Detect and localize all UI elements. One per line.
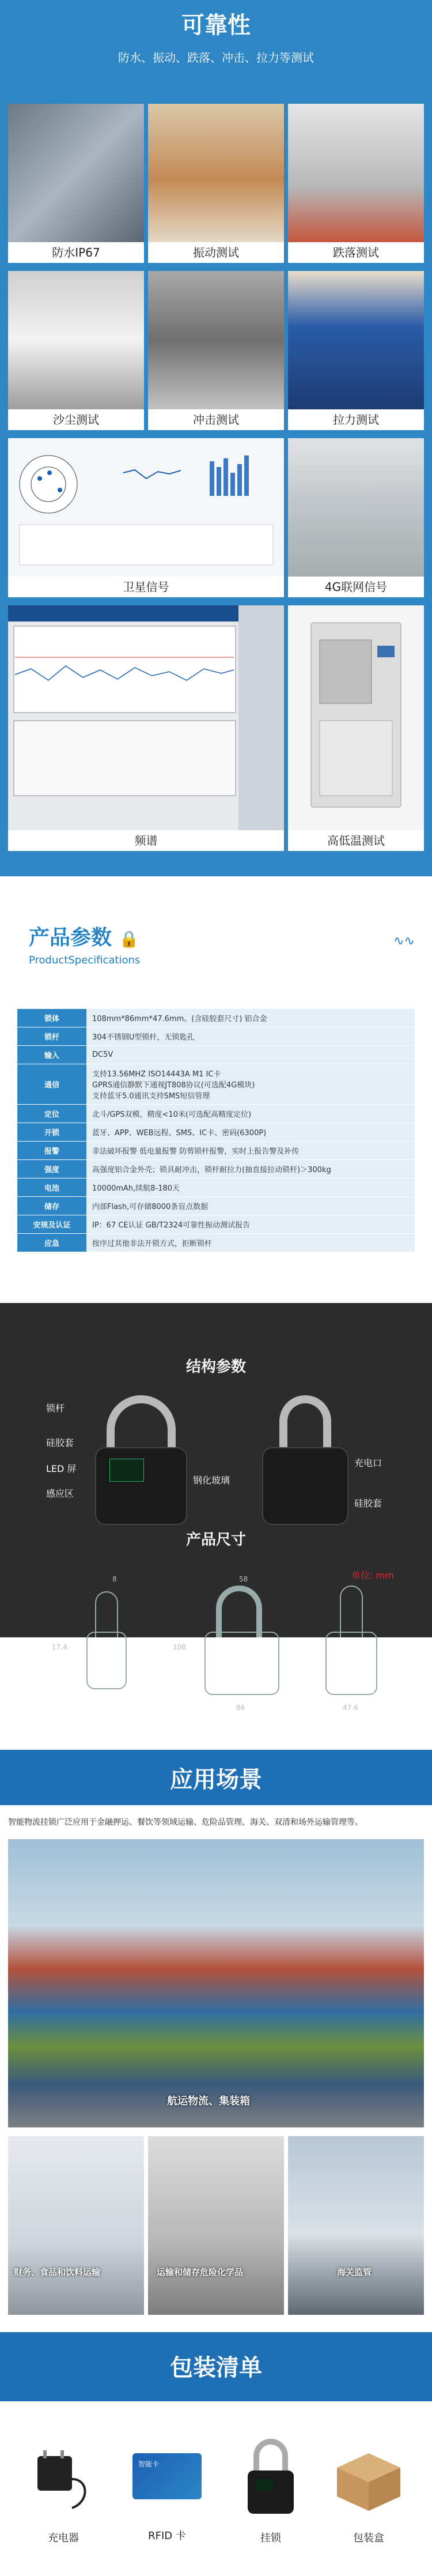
scene-label: 运输和储存危险化学品 [157, 2267, 244, 2277]
dim-58: 58 [239, 1575, 248, 1583]
tension-photo [288, 271, 424, 409]
callout-led: LED 屏 [46, 1463, 77, 1474]
spec-value: DC5V [86, 1046, 415, 1064]
tile-label: 拉力测试 [288, 409, 424, 430]
impact-photo [148, 271, 284, 409]
drawing-front-shackle [216, 1585, 262, 1637]
callout-silicone-2: 硅胶套 [354, 1498, 382, 1509]
spec-key: 输入 [17, 1046, 86, 1064]
drop-photo [288, 104, 424, 242]
spec-key: 锁体 [17, 1009, 86, 1027]
spec-key: 应急 [17, 1234, 86, 1252]
params-title-text: 产品参数 [29, 926, 112, 950]
tile-satellite [8, 438, 284, 597]
drawing-front-body [204, 1632, 279, 1695]
tile-vibration [148, 104, 284, 263]
tile-waterproof [8, 104, 144, 263]
drawing-back-body [325, 1632, 377, 1695]
params-heading [29, 921, 140, 966]
table-row [17, 1215, 415, 1234]
tile-label: 跌落测试 [288, 242, 424, 263]
spec-key: 锁杆 [17, 1027, 86, 1046]
temperature-chamber-photo [288, 605, 424, 830]
table-row [17, 1123, 415, 1142]
table-row [17, 1178, 415, 1197]
dimensions-title: 产品尺寸 [185, 1531, 246, 1549]
tile-spectrum [8, 605, 284, 851]
tile-label: 卫星信号 [8, 577, 284, 597]
spec-value: 10000mAh,续航8-180天 [86, 1178, 415, 1197]
drawing-side-thin [95, 1591, 118, 1637]
lock-body-side [262, 1447, 348, 1525]
pack-item-box [320, 2433, 418, 2545]
scene-food [8, 2136, 144, 2315]
spec-value: 非法破坏报警 低电量报警 防剪锁杆报警，实时上报告警及补传 [86, 1142, 415, 1160]
table-row [17, 1197, 415, 1215]
pack-item-lock [222, 2433, 320, 2545]
pack-label: RFID 卡 [148, 2530, 186, 2542]
drawing-side-body [86, 1632, 127, 1689]
table-row [17, 1046, 415, 1064]
lock-icon: 🔒 [119, 929, 139, 948]
table-row [17, 1234, 415, 1252]
table-row [17, 1064, 415, 1105]
tile-label: 振动测试 [148, 242, 284, 263]
table-row [17, 1105, 415, 1123]
page-bottom-spacer [0, 2571, 432, 2576]
spec-key: 安规及认证 [17, 1215, 86, 1234]
pack-label: 挂锁 [260, 2532, 281, 2544]
table-row [17, 1142, 415, 1160]
tile-4g [288, 438, 424, 597]
scene-label: 航运物流、集装箱 [167, 2095, 250, 2107]
tile-label: 冲击测试 [148, 409, 284, 430]
scene-customs [288, 2136, 424, 2315]
rfid-card-text: 智能卡 [138, 2460, 160, 2468]
dust-photo [8, 271, 144, 409]
reliability-title: 可靠性 [181, 12, 251, 39]
table-row [17, 1160, 415, 1178]
tile-impact [148, 271, 284, 430]
scene-chemicals [148, 2136, 284, 2315]
tile-tension [288, 271, 424, 430]
callout-glass: 钢化玻璃 [193, 1475, 230, 1486]
tile-label: 防水IP67 [8, 242, 144, 263]
spec-value: 108mm*86mm*47.6mm。(含硅胶套尺寸) 铝合金 [86, 1009, 415, 1027]
dim-108: 108 [173, 1643, 186, 1651]
scene-label: 海关监管 [337, 2267, 372, 2277]
pack-label: 充电器 [48, 2532, 79, 2544]
pack-item-charger [14, 2433, 112, 2545]
spec-value: 蓝牙、APP、WEB远程、SMS、IC卡、密码(6300P) [86, 1123, 415, 1142]
reliability-section [0, 0, 432, 876]
dim-86: 86 [236, 1704, 245, 1712]
lock-shackle-side [279, 1395, 331, 1453]
spec-key: 开锁 [17, 1123, 86, 1142]
unit-label: 单位: mm [351, 1570, 394, 1581]
waterproof-photo [8, 104, 144, 242]
spec-value: 北斗/GPS双模，精度<10米(可选配高精度定位) [86, 1105, 415, 1123]
application-desc: 智能物流挂锁广泛应用于金融押运、餐饮等领域运输、危险品管理、海关、双清和场外运输管理等。 [8, 1818, 363, 1827]
box-icon [325, 2433, 412, 2519]
dim-8: 8 [112, 1575, 117, 1583]
tile-temperature [288, 605, 424, 851]
callout-charge: 充电口 [354, 1458, 382, 1468]
tile-drop [288, 104, 424, 263]
callout-sensor: 感应区 [46, 1488, 74, 1499]
spec-value: 304不锈钢U型锁杆，无锁匙孔 [86, 1027, 415, 1046]
spec-key: 储存 [17, 1197, 86, 1215]
padlock-icon [228, 2433, 314, 2519]
spec-key: 强度 [17, 1160, 86, 1178]
tile-dust [8, 271, 144, 430]
tile-label: 沙尘测试 [8, 409, 144, 430]
scene-label: 财务、食品和饮料运输 [14, 2267, 101, 2277]
scene-shipping [8, 1839, 424, 2127]
packing-title: 包装清单 [170, 2355, 262, 2381]
vibration-photo [148, 104, 284, 242]
tile-label: 高低温测试 [288, 830, 424, 851]
satellite-screenshot [8, 438, 284, 577]
led-screen [109, 1459, 144, 1482]
spec-value: 内部Flash,可存储8000条盲点数据 [86, 1197, 415, 1215]
params-title-cn [29, 921, 140, 951]
structure-title: 结构参数 [185, 1358, 246, 1376]
table-row [17, 1027, 415, 1046]
spec-key: 报警 [17, 1142, 86, 1160]
rfid-card-icon [124, 2433, 210, 2519]
callout-shackle: 锁杆 [46, 1403, 65, 1414]
4g-photo [288, 438, 424, 577]
pack-label: 包装盒 [353, 2532, 384, 2544]
dim-476: 47.6 [343, 1704, 358, 1712]
spec-key: 定位 [17, 1105, 86, 1123]
spec-value: 高强度铝合金外壳；锁具耐冲击，锁杆耐拉力(抽直接拉动锁杆)＞300kg [86, 1160, 415, 1178]
spectrum-screenshot [8, 605, 284, 830]
dim-174: 17.4 [52, 1643, 67, 1651]
spec-key: 电池 [17, 1178, 86, 1197]
spec-key: 通信 [17, 1064, 86, 1105]
wave-icon: ∿∿ [393, 934, 415, 948]
reliability-subtitle: 防水、振动、跌落、冲击、拉力等测试 [118, 51, 314, 65]
pack-item-rfid [118, 2433, 216, 2543]
spec-value: IP：67 CE认证 GB/T2324可靠性振动测试报告 [86, 1215, 415, 1234]
spec-value: 支持13.56MHZ ISO14443A M1 IC卡 GPRS通信静默下通视JT808协议(可选配4G模块) 支持蓝牙5.0通讯支持SMS短信管理 [86, 1064, 415, 1105]
params-title-en: ProductSpecifications [29, 954, 141, 966]
charger-icon [20, 2433, 107, 2519]
callout-silicone: 硅胶套 [46, 1437, 74, 1448]
drawing-back-shackle [340, 1585, 363, 1637]
table-row [17, 1009, 415, 1027]
tile-label: 频谱 [8, 830, 284, 851]
spec-table [17, 1009, 415, 1252]
application-title: 应用场景 [170, 1767, 262, 1793]
spec-value: 按序过其他非法开锁方式，拒断锁杆 [86, 1234, 415, 1252]
tile-label: 4G联网信号 [288, 577, 424, 597]
